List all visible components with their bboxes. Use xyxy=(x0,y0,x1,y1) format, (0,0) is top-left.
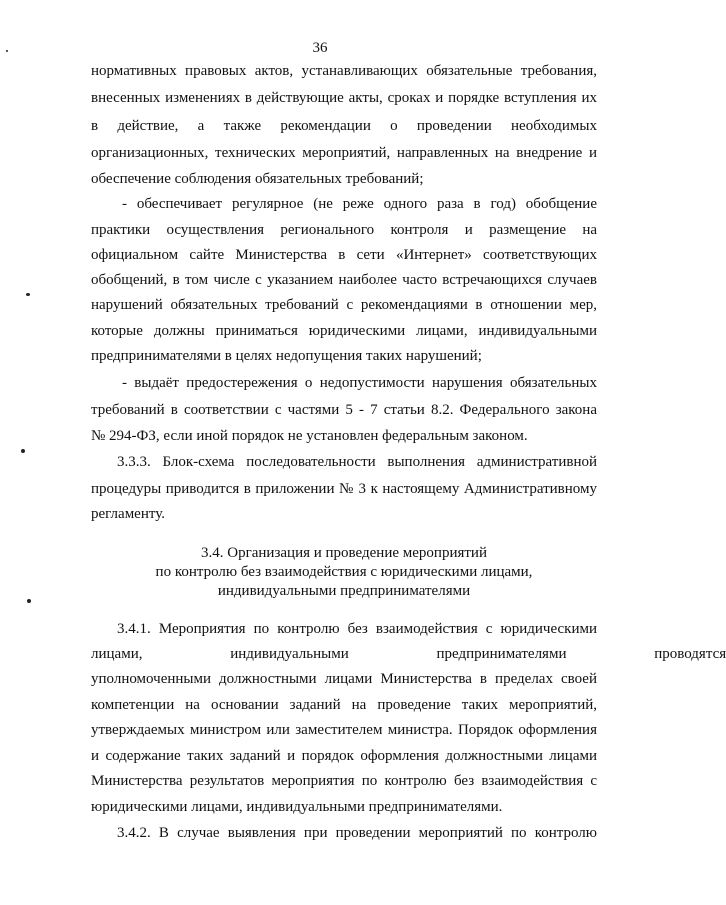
text-line: в действие, а также рекомендации о проведении необходимых xyxy=(91,118,597,134)
text-line: внесенных изменениях в действующие акты, сроках и порядке вступления их xyxy=(91,90,597,106)
text-line: юридическими лицами, индивидуальными предпринимателями. xyxy=(91,799,503,815)
text-line: 3.3.3. Блок-схема последовательности выполнения административной xyxy=(117,454,597,470)
text-line: уполномоченными должностными лицами Министерства в пределах своей xyxy=(91,671,597,687)
text-line: Министерства результатов мероприятия по контролю без взаимодействия с xyxy=(91,773,597,789)
section-heading: по контролю без взаимодействия с юридическими лицами, xyxy=(155,564,533,580)
text-line: регламенту. xyxy=(91,506,165,522)
section-heading: индивидуальными предпринимателями xyxy=(217,583,471,599)
text-line: 3.4.1. Мероприятия по контролю без взаимодействия с юридическими xyxy=(117,621,597,637)
scan-dot xyxy=(27,599,31,603)
text-line: и содержание таких заданий и порядок оформления должностными лицами xyxy=(91,748,597,764)
scan-dot xyxy=(6,50,8,52)
scan-dot xyxy=(21,449,25,453)
text-line: компетенции на основании заданий на проведение таких мероприятий, xyxy=(91,697,597,713)
text-line: - обеспечивает регулярное (не реже одного раза в год) обобщение xyxy=(122,196,597,212)
text-line: - выдаёт предостережения о недопустимости нарушения обязательных xyxy=(122,375,597,391)
scan-dot xyxy=(26,293,30,296)
text-line: 3.4.2. В случае выявления при проведении мероприятий по контролю xyxy=(117,825,597,841)
text-line: предпринимателями в целях недопущения таких нарушений; xyxy=(91,348,482,364)
text-line: официальном сайте Министерства в сети «Интернет» соответствующих xyxy=(91,247,597,263)
text-line: процедуры приводится в приложении № 3 к настоящему Административному xyxy=(91,481,597,497)
text-line: которые должны приниматься юридическими лицами, индивидуальными xyxy=(91,323,597,339)
text-line: нарушений обязательных требований с рекомендациями в отношении мер, xyxy=(91,297,597,313)
text-line: утверждаемых министром или заместителем министра. Порядок оформления xyxy=(91,722,597,738)
text-line: требований в соответствии с частями 5 - 7 статьи 8.2. Федерального закона xyxy=(91,402,597,418)
page-number: 36 xyxy=(312,40,328,56)
text-line: № 294-ФЗ, если иной порядок не установлен федеральным законом. xyxy=(91,428,528,444)
section-heading: 3.4. Организация и проведение мероприятий xyxy=(201,545,487,561)
text-line: обобщений, в том числе с указанием наиболее часто встречающихся случаев xyxy=(91,272,597,288)
text-line: обеспечение соблюдения обязательных требований; xyxy=(91,171,424,187)
text-line: нормативных правовых актов, устанавливающих обязательные требования, xyxy=(91,63,597,79)
text-line: лицами, индивидуальными предпринимателями проводятся xyxy=(91,646,726,662)
text-line: организационных, технических мероприятий, направленных на внедрение и xyxy=(91,145,597,161)
text-line: практики осуществления регионального контроля и размещение на xyxy=(91,222,597,238)
